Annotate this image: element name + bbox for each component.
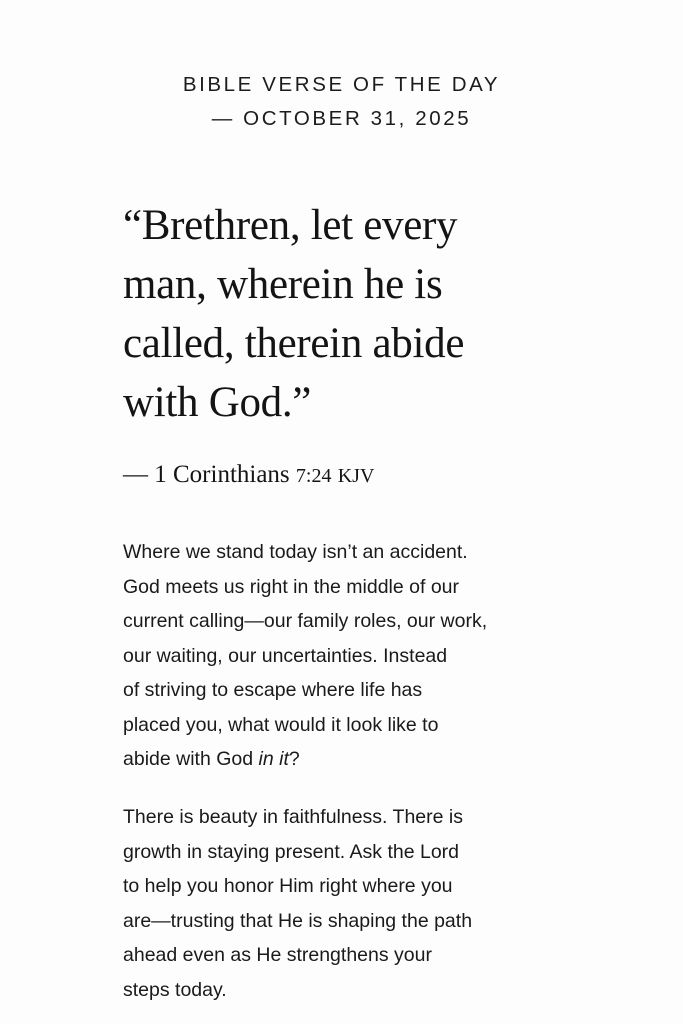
paragraph-line: of striving to escape where life has [123,679,423,701]
paragraph-line: Where we stand today isn’t an accident. [123,541,468,563]
paragraph-line: current calling—our family roles, our work, [123,610,488,632]
paragraph-line: to help you honor Him right where you [123,875,453,897]
page-header [0,68,683,136]
verse-line: man, wherein he is [123,261,443,308]
paragraph-line: are—trusting that He is shaping the path [123,909,473,932]
verse-line: “Brethren, let every [123,202,458,249]
devotional-paragraph-2 [123,800,603,1007]
paragraph-line: God meets us right in the middle of our [123,575,460,598]
paragraph-line: ahead even as He strengthens your [123,944,432,966]
reference-book: — 1 Corinthians [123,461,296,488]
header-title: BIBLE VERSE OF THE DAY [182,73,501,96]
verse-line: called, therein abide [123,320,465,367]
reference-chapter-verse: 7:24 [295,465,332,487]
verse-quote [123,196,563,432]
paragraph-line: our waiting, our uncertainties. Instead [123,644,448,667]
last-line-punctuation: ? [288,748,300,770]
paragraph-line: steps today. [123,978,227,1001]
verse-reference [123,458,374,493]
emphasis-text: in it [258,748,289,770]
paragraph-line: growth in staying present. Ask the Lord [123,840,460,863]
verse-line: with God.” [123,379,312,426]
devotional-paragraph-1 [123,535,603,777]
paragraph-line: There is beauty in faithfulness. There is [123,806,463,828]
paragraph-line: placed you, what would it look like to [123,713,439,736]
last-line-text: abide with God [123,748,259,770]
paragraph-line [123,742,603,777]
header-date: — OCTOBER 31, 2025 [211,107,472,130]
reference-translation: KJV [337,465,375,487]
